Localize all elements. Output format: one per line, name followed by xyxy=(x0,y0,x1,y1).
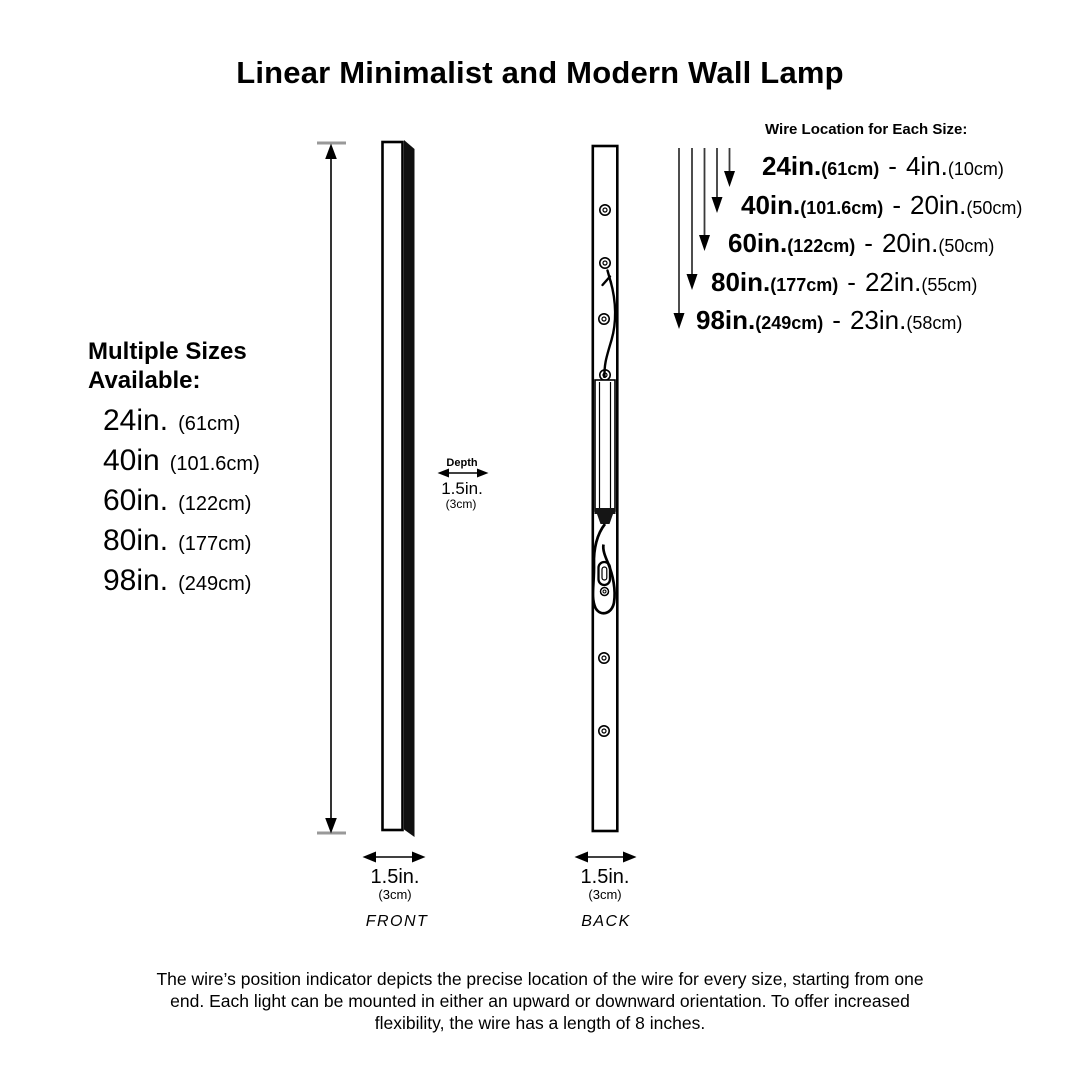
front-width-cm: (3cm) xyxy=(378,887,412,902)
back-lamp-drawing xyxy=(593,146,618,831)
size-inches: 60in. xyxy=(103,484,169,517)
size-inches: 98in. xyxy=(103,564,169,597)
sizes-heading-line1: Multiple Sizes xyxy=(88,338,247,365)
size-cm: (61cm) xyxy=(178,413,241,435)
wire-location-row xyxy=(741,190,1022,221)
row-wire-cm: (50cm) xyxy=(966,197,1023,218)
front-lamp-side-shadow xyxy=(404,140,415,837)
footnote-line2: end. Each light can be mounted in either an upward or downward orientation. To offer increased xyxy=(170,991,910,1011)
back-width-arrow xyxy=(575,852,637,863)
height-dimension-arrow xyxy=(317,142,346,835)
footnote xyxy=(156,968,923,1034)
row-dash: - xyxy=(888,151,897,181)
row-wire: 23in. xyxy=(849,305,907,335)
depth-label: Depth xyxy=(446,457,478,469)
front-lamp-drawing xyxy=(383,140,415,837)
row-wire: 20in. xyxy=(881,228,939,258)
wire-location-row xyxy=(762,151,1004,182)
row-dash: - xyxy=(832,305,841,335)
front-view-label: FRONT xyxy=(365,913,429,930)
row-wire: 20in. xyxy=(909,189,967,220)
mounting-channel xyxy=(595,380,615,511)
wire-location-row xyxy=(711,267,977,298)
size-item xyxy=(103,404,260,444)
size-cm: (249cm) xyxy=(178,573,252,595)
wire-location-row xyxy=(728,228,994,259)
size-list xyxy=(103,404,260,604)
back-view-label: BACK xyxy=(581,913,631,930)
size-inches: 24in. xyxy=(103,404,169,437)
page-title: Linear Minimalist and Modern Wall Lamp xyxy=(236,55,844,90)
size-item xyxy=(103,564,260,604)
size-inches: 80in. xyxy=(103,524,169,557)
footnote-line1: The wire’s position indicator depicts the precise location of the wire for every size, starting from one xyxy=(156,969,924,989)
row-size-cm: (249cm) xyxy=(755,313,824,333)
row-size-cm: (177cm) xyxy=(770,274,839,295)
front-width-arrow xyxy=(363,852,426,863)
row-wire: 22in. xyxy=(864,266,922,297)
row-size: 24in. xyxy=(762,151,822,181)
back-width-cm: (3cm) xyxy=(588,887,622,902)
wire-location-row xyxy=(696,305,962,336)
size-cm: (177cm) xyxy=(178,533,252,555)
size-cm: (101.6cm) xyxy=(169,453,260,475)
row-dash: - xyxy=(847,266,856,297)
size-cm: (122cm) xyxy=(178,493,252,515)
row-dash: - xyxy=(892,189,901,220)
row-wire: 4in. xyxy=(905,151,948,181)
back-width-in: 1.5in. xyxy=(580,866,630,888)
depth-value-cm: (3cm) xyxy=(445,497,477,511)
sizes-heading-line2: Available: xyxy=(88,367,201,394)
row-dash: - xyxy=(864,228,873,258)
row-wire-cm: (50cm) xyxy=(938,236,995,256)
size-item xyxy=(103,444,260,484)
row-size: 40in. xyxy=(741,189,801,220)
row-size: 60in. xyxy=(728,228,788,258)
row-size: 80in. xyxy=(711,266,771,297)
row-wire-cm: (10cm) xyxy=(947,159,1004,179)
size-item xyxy=(103,484,260,524)
row-wire-cm: (55cm) xyxy=(921,274,978,295)
depth-arrow xyxy=(438,469,489,478)
front-lamp-face xyxy=(383,142,403,830)
row-wire-cm: (58cm) xyxy=(906,313,963,333)
row-size-cm: (122cm) xyxy=(787,236,856,256)
front-width-in: 1.5in. xyxy=(370,866,420,888)
row-size-cm: (101.6cm) xyxy=(800,197,884,218)
size-inches: 40in xyxy=(103,444,160,477)
row-size: 98in. xyxy=(696,305,756,335)
wire-location-heading: Wire Location for Each Size: xyxy=(765,121,968,138)
sizes-heading xyxy=(88,337,247,395)
size-item xyxy=(103,524,260,564)
footnote-line3: flexibility, the wire has a length of 8 inches. xyxy=(374,1013,706,1033)
wire-length-arrows xyxy=(674,148,736,329)
depth-value-in: 1.5in. xyxy=(441,479,483,498)
row-size-cm: (61cm) xyxy=(821,159,880,179)
